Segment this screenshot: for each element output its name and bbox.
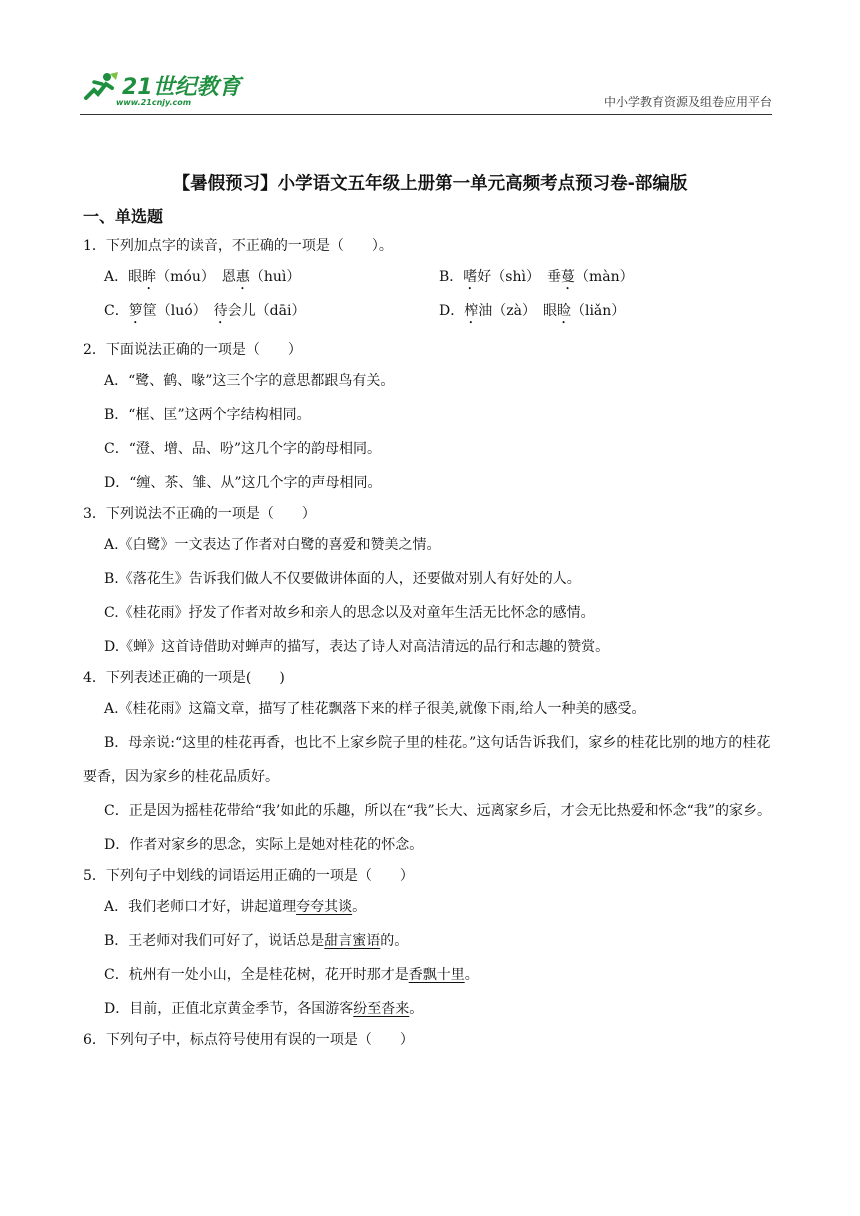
brand-name: 21世纪教育 — [122, 75, 241, 100]
question-5-option-c: C．杭州有一处小山，全是桂花树，花开时那才是香飘十里。 — [104, 967, 479, 983]
runner-logo-icon — [80, 72, 120, 102]
underlined-term: 夸夸其谈 — [296, 899, 353, 915]
question-1-option-b: B．嗜好（shì） 垂蔓（màn） — [439, 269, 634, 285]
question-4-option-a: A.《桂花雨》这篇文章，描写了桂花飘落下来的样子很美,就像下雨,给人一种美的感受。 — [104, 701, 646, 717]
page-header — [80, 60, 772, 115]
question-5-option-a: A．我们老师口才好，讲起道理夸夸其谈。 — [104, 899, 367, 915]
question-4-stem: 4．下列表述正确的一项是( ) — [83, 670, 285, 686]
question-3-option-b: B.《落花生》告诉我们做人不仅要做讲体面的人，还要做对别人有好处的人。 — [104, 571, 581, 587]
question-1-options-row-1 — [83, 260, 783, 294]
question-3-option-c: C.《桂花雨》抒发了作者对故乡和亲人的思念以及对童年生活无比怀念的感情。 — [104, 605, 595, 621]
question-2-option-a: A．“鹭、鹤、喙”这三个字的意思都跟鸟有关。 — [104, 373, 395, 389]
question-3-option-a: A.《白鹭》一文表达了作者对白鹭的喜爱和赞美之情。 — [104, 537, 441, 553]
question-5-stem: 5．下列句子中划线的词语运用正确的一项是（ ） — [83, 868, 414, 884]
question-2-option-b: B．“框、匡”这两个字结构相同。 — [104, 407, 311, 423]
question-2-option-c: C．“澄、增、品、吩”这几个字的韵母相同。 — [104, 441, 382, 457]
page-title: 【暑假预习】小学语文五年级上册第一单元高频考点预习卷-部编版 — [172, 174, 688, 194]
question-6-stem: 6．下列句子中，标点符号使用有误的一项是（ ） — [83, 1032, 414, 1048]
header-tagline: 中小学教育资源及组卷应用平台 — [603, 95, 772, 109]
question-1-option-a: A．眼眸（móu） 恩惠（huì） — [104, 269, 301, 285]
question-list — [83, 204, 783, 1054]
question-2-option-d: D．“缠、茶、雏、从”这几个字的声母相同。 — [104, 475, 382, 491]
question-5-option-b: B．王老师对我们可好了，说话总是甜言蜜语的。 — [104, 933, 409, 949]
logo — [80, 68, 250, 108]
question-4-option-b: B．母亲说:“这里的桂花再香，也比不上家乡院子里的桂花。”这句话告诉我们，家乡的桂花比别的地方的桂花要香，因为家乡的桂花品质好。 — [83, 735, 771, 785]
question-1-options-row-2 — [83, 294, 783, 328]
question-3-option-d: D.《蝉》这首诗借助对蝉声的描写，表达了诗人对高洁清远的品行和志趣的赞赏。 — [104, 639, 610, 655]
question-5-option-d: D．目前，正值北京黄金季节，各国游客纷至沓来。 — [104, 1001, 424, 1017]
question-1-stem: 1．下列加点字的读音，不正确的一项是（ ）。 — [83, 238, 393, 254]
question-1-option-d: D．榨油（zà） 眼睑（liǎn） — [439, 303, 626, 319]
question-3-stem: 3．下列说法不正确的一项是（ ） — [83, 506, 316, 522]
underlined-term: 甜言蜜语 — [324, 933, 381, 949]
section-heading: 一、单选题 — [83, 207, 164, 226]
question-4-option-c: C．正是因为摇桂花带给“我’如此的乐趣，所以在“我”长大、远离家乡后，才会无比热爱和怀念“我”的家乡。 — [104, 803, 771, 819]
question-2-stem: 2．下面说法正确的一项是（ ） — [83, 342, 302, 358]
brand-url: www.21cnjy.com — [116, 98, 192, 107]
underlined-term: 纷至沓来 — [353, 1001, 410, 1017]
question-4-option-d: D．作者对家乡的思念，实际上是她对桂花的怀念。 — [104, 837, 424, 853]
question-1-option-c: C．箩筐（luó） 待会儿（dāi） — [104, 303, 306, 319]
underlined-term: 香飘十里 — [408, 967, 465, 983]
